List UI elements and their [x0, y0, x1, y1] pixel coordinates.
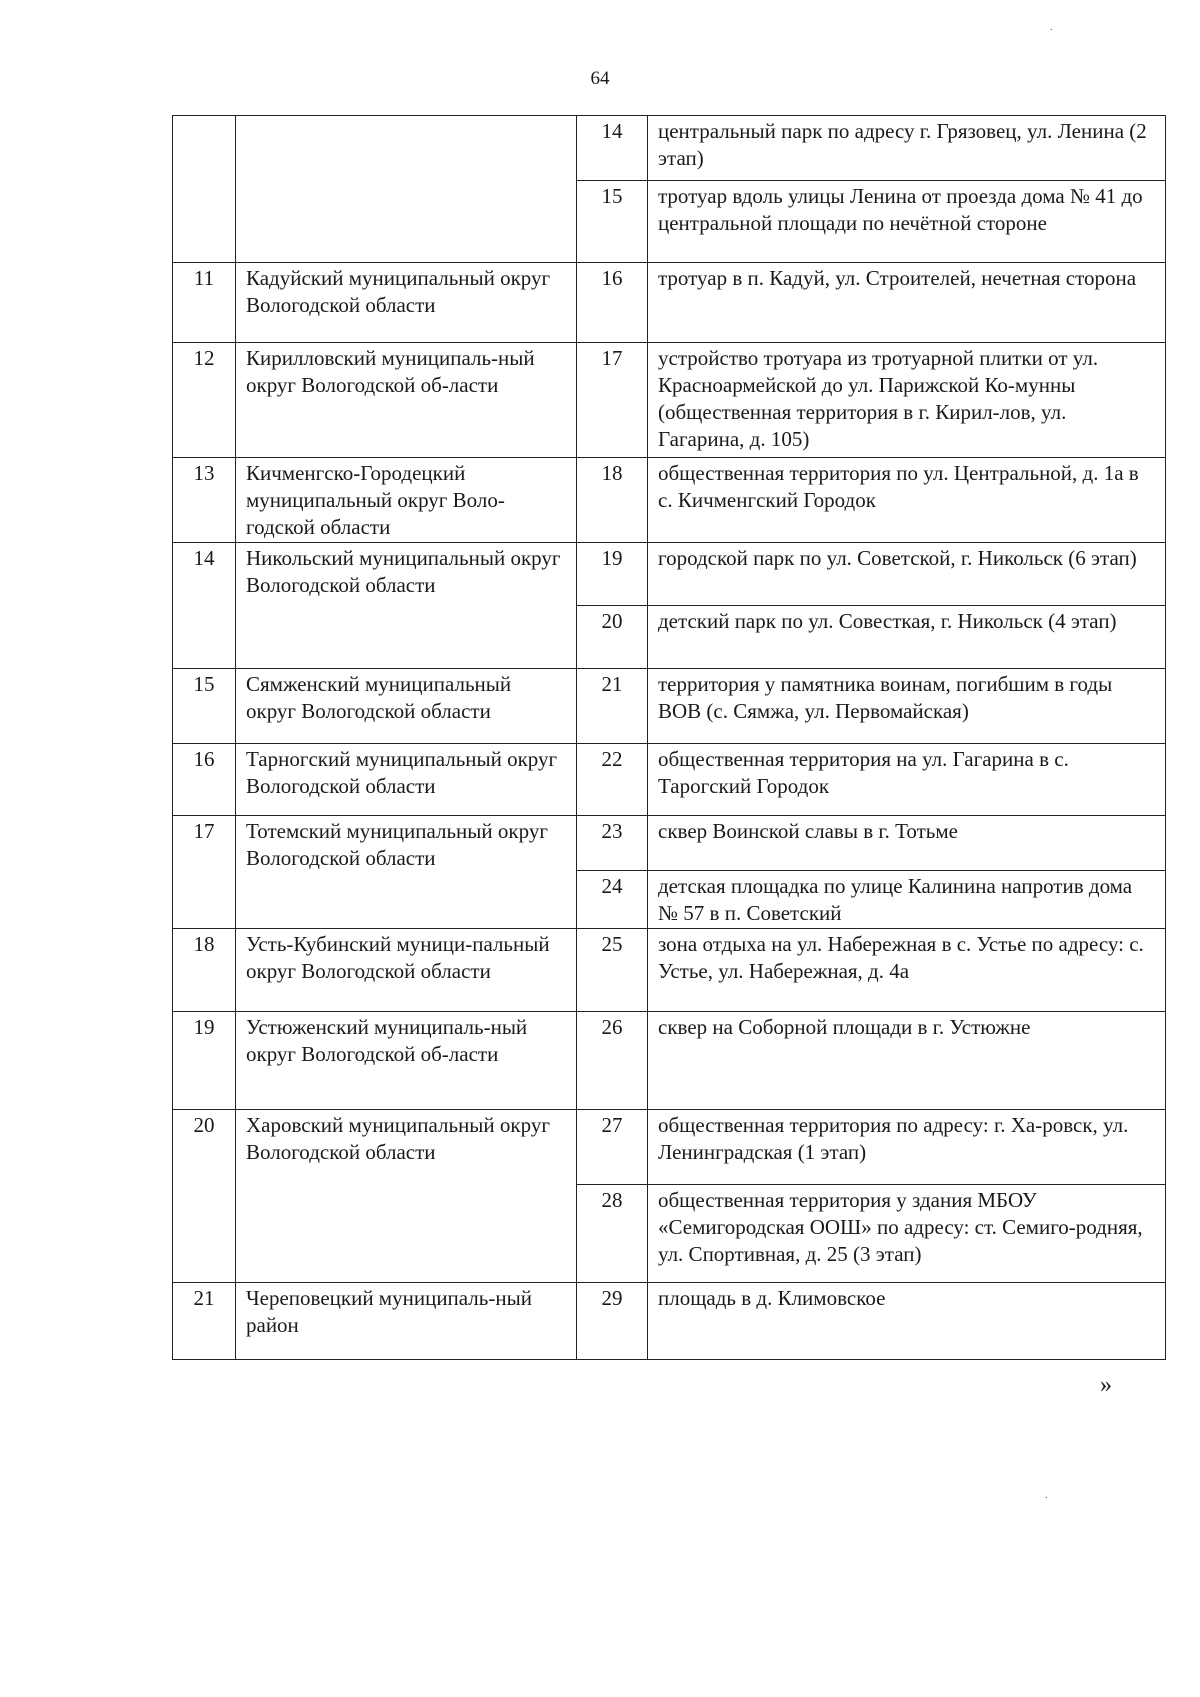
territory-description-cell: детская площадка по улице Калинина напротив дома № 57 в п. Советский [648, 871, 1166, 929]
table-row [173, 343, 1166, 458]
territory-description-cell: общественная территория по ул. Центральной, д. 1а в с. Кичменгский Городок [648, 458, 1166, 543]
territory-description-cell: общественная территория на ул. Гагарина в с. Тарогский Городок [648, 744, 1166, 816]
territory-description-cell: общественная территория у здания МБОУ «Семигородская ООШ» по адресу: ст. Семиго-родняя, ул. Спортивная, д. 25 (3 этап) [648, 1185, 1166, 1283]
district-name-cell [236, 116, 577, 263]
table-row [173, 1110, 1166, 1185]
territory-number-cell: 29 [577, 1283, 648, 1360]
territory-description-cell: тротуар вдоль улицы Ленина от проезда дома № 41 до центральной площади по нечётной стороне [648, 181, 1166, 263]
district-number-cell [173, 116, 236, 263]
district-name-cell: Череповецкий муниципаль-ный район [236, 1283, 577, 1360]
table-row [173, 744, 1166, 816]
page-number: 64 [590, 68, 610, 89]
district-number-cell: 17 [173, 816, 236, 929]
district-number-cell: 20 [173, 1110, 236, 1283]
district-name-cell: Усть-Кубинский муници-пальный округ Вологодской области [236, 929, 577, 1012]
table-row [173, 263, 1166, 343]
table-row [173, 669, 1166, 744]
district-number-cell: 21 [173, 1283, 236, 1360]
table-row [173, 458, 1166, 543]
territory-description-cell: территория у памятника воинам, погибшим в годы ВОВ (с. Сямжа, ул. Первомайская) [648, 669, 1166, 744]
district-number-cell: 14 [173, 543, 236, 669]
district-number-cell: 13 [173, 458, 236, 543]
territory-description-cell: площадь в д. Климовское [648, 1283, 1166, 1360]
territory-number-cell: 18 [577, 458, 648, 543]
territory-number-cell: 28 [577, 1185, 648, 1283]
district-name-cell: Устюженский муниципаль-ный округ Вологодской об-ласти [236, 1012, 577, 1110]
territory-number-cell: 20 [577, 606, 648, 669]
territory-description-cell: устройство тротуара из тротуарной плитки от ул. Красноармейской до ул. Парижской Ко-мунны (общественная территория в г. Кирил-лов, ул. Гагарина, д. 105) [648, 343, 1166, 458]
territory-number-cell: 19 [577, 543, 648, 606]
district-name-cell: Кадуйский муниципальный округ Вологодской области [236, 263, 577, 343]
district-name-cell: Харовский муниципальный округ Вологодской области [236, 1110, 577, 1283]
district-number-cell: 11 [173, 263, 236, 343]
district-name-cell: Кирилловский муниципаль-ный округ Вологодской об-ласти [236, 343, 577, 458]
district-name-cell: Никольский муниципальный округ Вологодской области [236, 543, 577, 669]
territory-number-cell: 23 [577, 816, 648, 871]
territory-description-cell: зона отдыха на ул. Набережная в с. Устье по адресу: с. Устье, ул. Набережная, д. 4а [648, 929, 1166, 1012]
table-row [173, 116, 1166, 181]
territory-number-cell: 21 [577, 669, 648, 744]
district-name-cell: Кичменгско-Городецкий муниципальный округ Воло-годской области [236, 458, 577, 543]
table-row [173, 1283, 1166, 1360]
territory-number-cell: 25 [577, 929, 648, 1012]
district-number-cell: 15 [173, 669, 236, 744]
district-number-cell: 12 [173, 343, 236, 458]
territory-number-cell: 16 [577, 263, 648, 343]
municipal-territories-table [172, 115, 1166, 1360]
closing-quote-mark: » [1100, 1372, 1112, 1398]
territory-number-cell: 26 [577, 1012, 648, 1110]
territory-number-cell: 22 [577, 744, 648, 816]
territory-description-cell: общественная территория по адресу: г. Ха-ровск, ул. Ленинградская (1 этап) [648, 1110, 1166, 1185]
district-name-cell: Тарногский муниципальный округ Вологодской области [236, 744, 577, 816]
territory-number-cell: 15 [577, 181, 648, 263]
district-number-cell: 16 [173, 744, 236, 816]
territory-number-cell: 24 [577, 871, 648, 929]
district-name-cell: Тотемский муниципальный округ Вологодской области [236, 816, 577, 929]
scan-dot: . [1050, 22, 1053, 33]
territory-description-cell: сквер на Соборной площади в г. Устюжне [648, 1012, 1166, 1110]
district-number-cell: 19 [173, 1012, 236, 1110]
territory-number-cell: 27 [577, 1110, 648, 1185]
territory-number-cell: 17 [577, 343, 648, 458]
territory-description-cell: городской парк по ул. Советской, г. Никольск (6 этап) [648, 543, 1166, 606]
territory-description-cell: тротуар в п. Кадуй, ул. Строителей, нечетная сторона [648, 263, 1166, 343]
table-row [173, 929, 1166, 1012]
table-row [173, 1012, 1166, 1110]
territory-number-cell: 14 [577, 116, 648, 181]
territory-description-cell: сквер Воинской славы в г. Тотьме [648, 816, 1166, 871]
table-row [173, 816, 1166, 871]
table-row [173, 543, 1166, 606]
scan-dot: . [1045, 1490, 1048, 1501]
territory-description-cell: центральный парк по адресу г. Грязовец, ул. Ленина (2 этап) [648, 116, 1166, 181]
district-number-cell: 18 [173, 929, 236, 1012]
district-name-cell: Сямженский муниципальный округ Вологодской области [236, 669, 577, 744]
territory-description-cell: детский парк по ул. Совесткая, г. Никольск (4 этап) [648, 606, 1166, 669]
